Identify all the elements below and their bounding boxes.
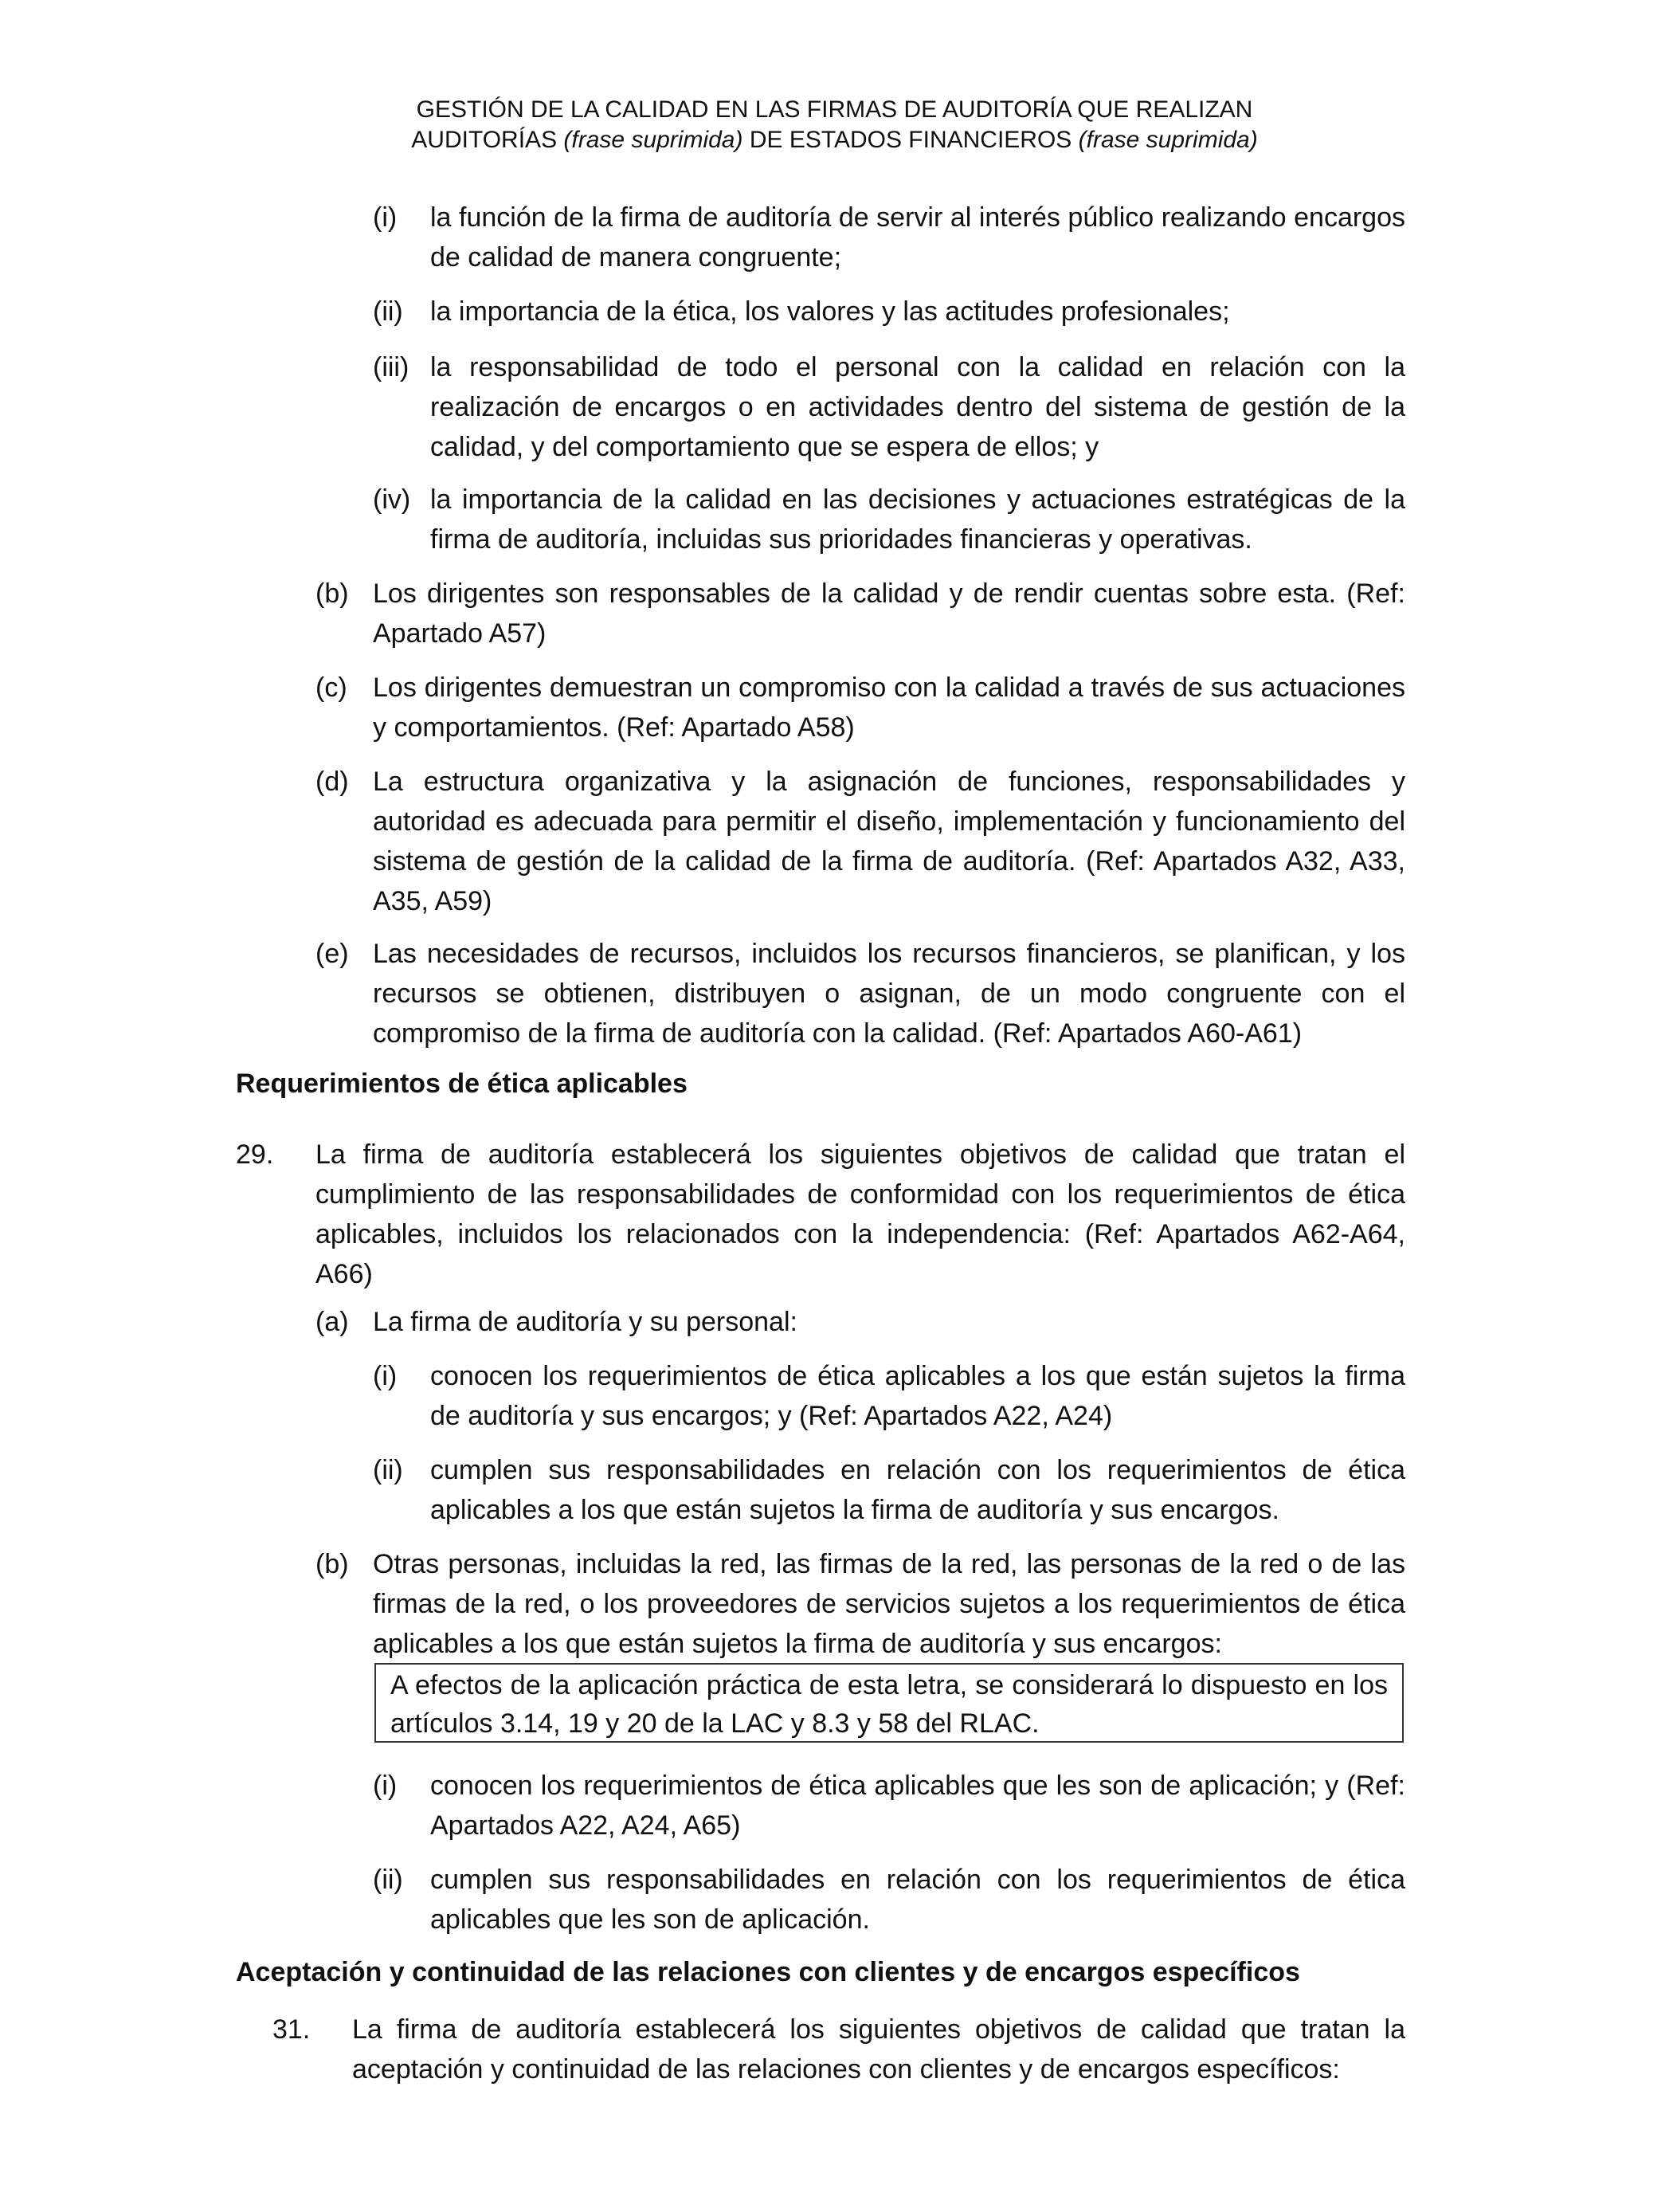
note-box: A efectos de la aplicación práctica de esta letra, se considerará lo dispuesto en los artículos 3.14, 19 y 20 de la LAC y 8.3 y 58 del RLAC. [374, 1663, 1404, 1743]
list-item [373, 480, 1405, 559]
item-label: (i) [373, 202, 398, 233]
paragraph-text: La firma de auditoría establecerá los siguientes objetivos de calidad que tratan el cumplimiento de las responsabilidades de conformidad con los requerimientos de ética aplicables, incluidos los relacionados con la independencia: (Ref: Apartados A62-A64, A66) [315, 1139, 1405, 1289]
item-text: La estructura organizativa y la asignación de funciones, responsabilidades y autoridad es adecuada para permitir el diseño, implementación y funcionamiento del sistema de gestión de la calidad de la firma de auditoría. (Ref: Apartados A32, A33, A35, A59) [373, 767, 1405, 916]
item-text: Los dirigentes demuestran un compromiso con la calidad a través de sus actuaciones y comportamientos. (Ref: Apartado A58) [373, 673, 1405, 743]
item-text: la importancia de la ética, los valores y las actitudes profesionales; [430, 296, 1230, 327]
item-label: (iii) [373, 352, 409, 382]
list-item [315, 762, 1405, 921]
list-item [373, 198, 1405, 277]
item-label: (ii) [373, 1455, 403, 1485]
paragraph-31 [272, 2010, 1405, 2089]
list-item [373, 292, 1405, 331]
item-text: conocen los requerimientos de ética aplicables que les son de aplicación; y (Ref: Apartados A22, A24, A65) [430, 1771, 1405, 1841]
item-text: la función de la firma de auditoría de servir al interés público realizando encargos de calidad de manera congruente; [430, 202, 1405, 273]
item-label: (iv) [373, 484, 411, 515]
item-label: (i) [373, 1361, 398, 1391]
item-label: (i) [373, 1771, 398, 1801]
item-text: cumplen sus responsabilidades en relación con los requerimientos de ética aplicables que les son de aplicación. [430, 1865, 1405, 1935]
item-text: La firma de auditoría y su personal: [373, 1307, 797, 1337]
list-item [373, 1766, 1405, 1845]
item-label: (ii) [373, 1865, 403, 1895]
paragraph-number: 29. [236, 1139, 274, 1170]
paragraph-29 [236, 1135, 1405, 1294]
item-text: la importancia de la calidad en las decisiones y actuaciones estratégicas de la firma de auditoría, incluidas sus prioridades financieras y operativas. [430, 484, 1405, 555]
section-heading: Aceptación y continuidad de las relaciones con clientes y de encargos específicos [236, 1957, 1300, 1987]
item-text: Las necesidades de recursos, incluidos los recursos financieros, se planifican, y los recursos se obtienen, distribuyen o asignan, de un modo congruente con el compromiso de la firma de auditoría con la calidad. (Ref: Apartados A60-A61) [373, 939, 1405, 1049]
item-label: (e) [315, 939, 349, 969]
item-text: Otras personas, incluidas la red, las firmas de la red, las personas de la red o de las firmas de la red, o los proveedores de servicios sujetos a los requerimientos de ética aplicables a los que están sujetos la firma de auditoría y sus encargos: [373, 1549, 1405, 1659]
paragraph-text: La firma de auditoría establecerá los siguientes objetivos de calidad que tratan la aceptación y continuidad de las relaciones con clientes y de encargos específicos: [352, 2014, 1405, 2085]
item-text: conocen los requerimientos de ética aplicables a los que están sujetos la firma de auditoría y sus encargos; y (Ref: Apartados A22, A24) [430, 1361, 1405, 1431]
item-label: (ii) [373, 296, 403, 327]
list-item [315, 668, 1405, 747]
item-label: (a) [315, 1307, 349, 1337]
list-item [373, 1450, 1405, 1530]
list-item [315, 934, 1405, 1053]
item-text: la responsabilidad de todo el personal con la calidad en relación con la realización de encargos o en actividades dentro del sistema de gestión de la calidad, y del comportamiento que se espera de ellos; y [430, 352, 1405, 462]
page-header-line-1: GESTIÓN DE LA CALIDAD EN LAS FIRMAS DE AUDITORÍA QUE REALIZAN [416, 96, 1253, 123]
list-item [373, 347, 1405, 467]
section-heading: Requerimientos de ética aplicables [236, 1069, 688, 1099]
item-text: cumplen sus responsabilidades en relación con los requerimientos de ética aplicables a los que están sujetos la firma de auditoría y sus encargos. [430, 1455, 1405, 1525]
item-label: (b) [315, 1549, 349, 1579]
item-text: Los dirigentes son responsables de la calidad y de rendir cuentas sobre esta. (Ref: Apartado A57) [373, 578, 1405, 649]
list-item [315, 574, 1405, 653]
item-label: (d) [315, 767, 349, 797]
list-item [315, 1302, 1405, 1342]
paragraph-number: 31. [272, 2014, 311, 2045]
item-label: (b) [315, 578, 349, 609]
list-item [373, 1356, 1405, 1436]
page-header-line-2: AUDITORÍAS (frase suprimida) DE ESTADOS FINANCIEROS (frase suprimida) [411, 127, 1258, 153]
item-label: (c) [315, 673, 347, 703]
list-item [315, 1544, 1405, 1664]
list-item [373, 1860, 1405, 1939]
